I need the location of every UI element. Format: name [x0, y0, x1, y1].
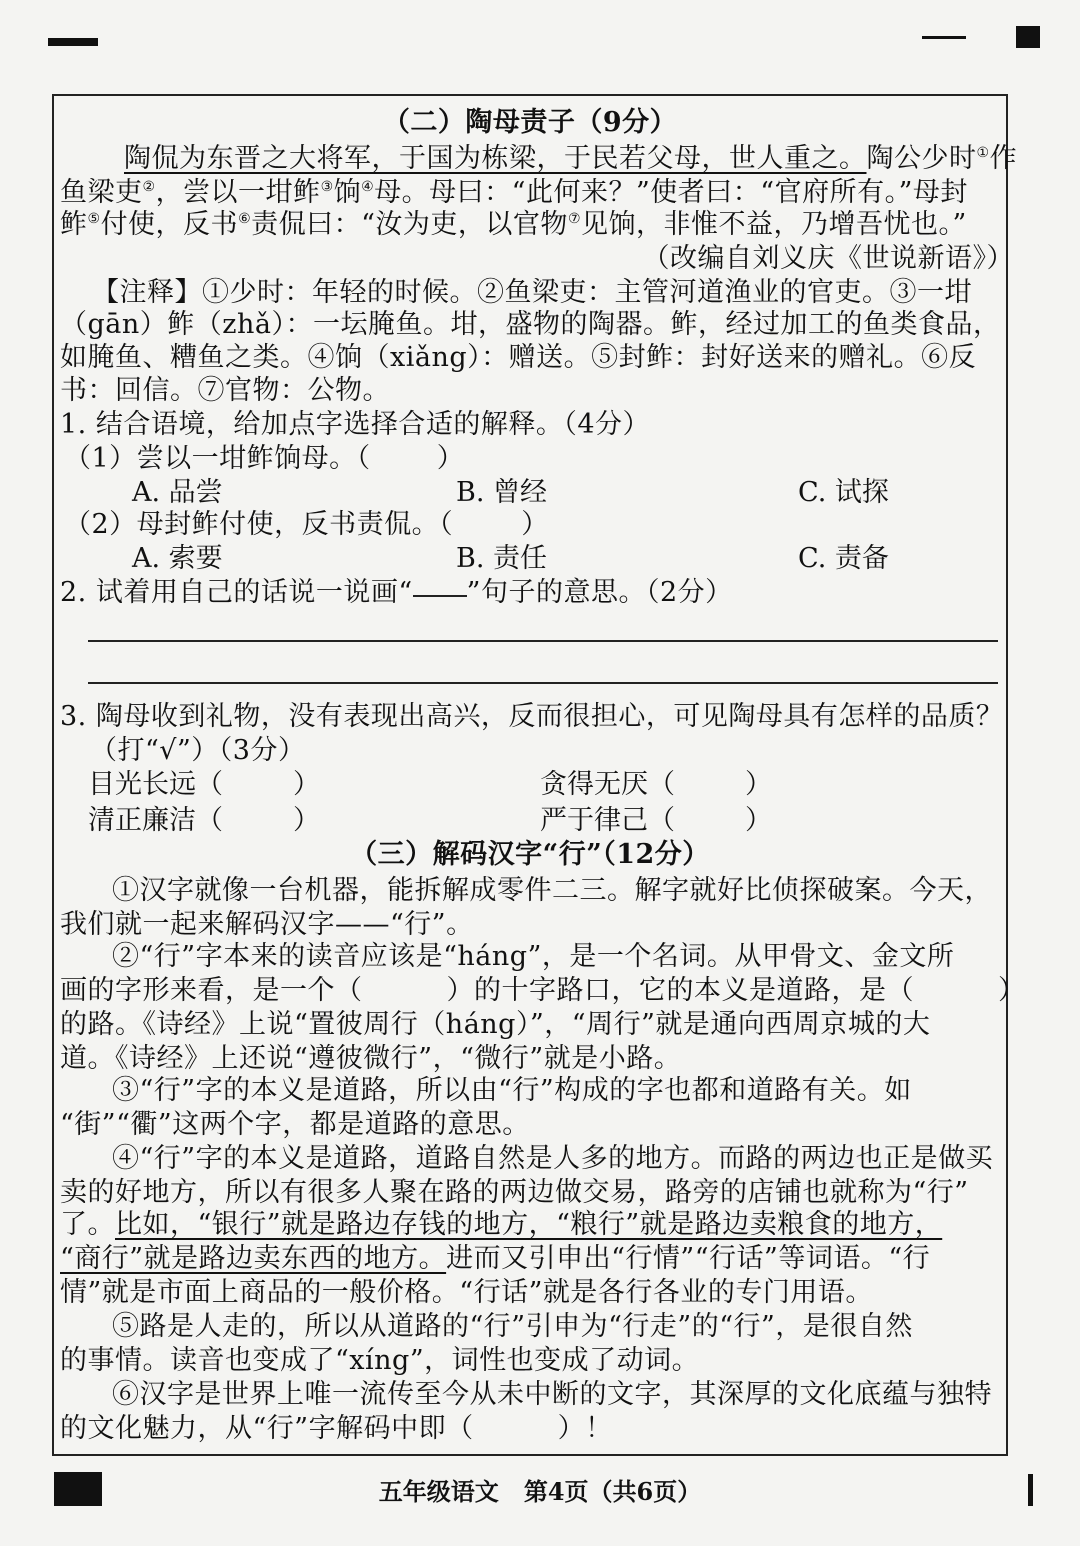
question-1-item-2: （2）母封鲊付使，反书责侃。（ ） — [64, 509, 549, 540]
p2-line-3: 的路。《诗经》上说“置彼周行（háng）”，“周行”就是通向西周京城的大 — [60, 1009, 931, 1040]
p3-line-2: “街”“衢”这两个字，都是道路的意思。 — [60, 1109, 530, 1140]
p2-line-2: 画的字形来看，是一个（ ）的十字路口，它的本义是道路，是（ ） — [60, 975, 1026, 1006]
notes-line-3: 如腌鱼、糟鱼之类。④饷（xiǎng）：赠送。⑤封鲊：封好送来的赠礼。⑥反 — [60, 342, 977, 373]
question-3-stem: 3. 陶母收到礼物，没有表现出高兴，反而很担心，可见陶母具有怎样的品质？ — [60, 701, 1004, 732]
answer-line-2[interactable] — [88, 682, 998, 684]
p2-line-1: ②“行”字本来的读音应该是“háng”，是一个名词。从甲骨文、金文所 — [112, 941, 955, 972]
p6-line-1: ⑥汉字是世界上唯一流传至今从未中断的文字，其深厚的文化底蕴与独特 — [112, 1379, 992, 1410]
q1-2-option-b[interactable]: B. 责任 — [456, 543, 548, 574]
notes-line-4: 书：回信。⑦官物：公物。 — [60, 375, 390, 406]
section-3-title: （三）解码汉字“行”（12分） — [350, 839, 710, 870]
question-2-stem: 2. 试着用自己的话说一说画“ ”句子的意思。（2分） — [60, 577, 733, 608]
q1-2-option-c[interactable]: C. 责备 — [798, 543, 889, 574]
q3-choice-1[interactable]: 目光长远（ ） — [88, 769, 320, 800]
p5-line-2: 的事情。读音也变成了“xíng”，词性也变成了动词。 — [60, 1345, 700, 1376]
section-title: （二）陶母责子（9分） — [382, 107, 678, 138]
p1-line-2: 我们就一起来解码汉字——“行”。 — [60, 909, 474, 940]
passage-line-2: 鱼梁吏②，尝以一坩鲊③饷④母。母曰：“此何来？”使者曰：“官府所有。”母封 — [60, 177, 968, 208]
p4-line-5: 情”就是市面上商品的一般价格。“行话”就是各行各业的专门用语。 — [60, 1277, 873, 1308]
question-1-item-1: （1）尝以一坩鲊饷母。（ ） — [64, 443, 465, 474]
p4-line-1: ④“行”字的本义是道路，道路自然是人多的地方。而路的两边也正是做买 — [112, 1143, 994, 1174]
q1-1-option-a[interactable]: A. 品尝 — [132, 477, 223, 508]
answer-line-1[interactable] — [88, 640, 998, 642]
passage-line-1: 陶侃为东晋之大将军，于国为栋梁，于民若父母，世人重之。陶公少时①作 — [124, 143, 1018, 174]
q1-2-option-a[interactable]: A. 索要 — [132, 543, 223, 574]
notes-line-1: 【注释】①少时：年轻的时候。②鱼梁吏：主管河道渔业的官吏。③一坩 — [92, 277, 972, 308]
q3-choice-4[interactable]: 严于律己（ ） — [540, 805, 772, 836]
p4-line-3: 了。比如，“银行”就是路边存钱的地方，“粮行”就是路边卖粮食的地方， — [60, 1209, 943, 1240]
q1-1-option-c[interactable]: C. 试探 — [798, 477, 889, 508]
q3-choice-2[interactable]: 贪得无厌（ ） — [540, 769, 772, 800]
scan-mark-top-left — [48, 38, 98, 46]
p4-line-4: “商行”就是路边卖东西的地方。进而又引申出“行情”“行话”等词语。“行 — [60, 1243, 931, 1274]
scan-mark-top-right-line — [922, 36, 966, 39]
question-1-stem: 1. 结合语境，给加点字选择合适的解释。（4分） — [60, 409, 651, 440]
passage-line-3: 鲊⑤付使，反书⑥责侃曰：“汝为吏，以官物⑦见饷，非惟不益，乃增吾忧也。” — [60, 209, 967, 240]
scan-mark-top-right — [1016, 26, 1040, 48]
p2-line-4: 道。《诗经》上还说“遵彼微行”，“微行”就是小路。 — [60, 1043, 682, 1074]
question-3-stem-2: （打“√”）（3分） — [90, 735, 306, 766]
q1-1-option-b[interactable]: B. 曾经 — [456, 477, 548, 508]
q3-choice-3[interactable]: 清正廉洁（ ） — [88, 805, 320, 836]
p5-line-1: ⑤路是人走的，所以从道路的“行”引申为“行走”的“行”，是很自然 — [112, 1311, 913, 1342]
p6-line-2: 的文化魅力，从“行”字解码中即（ ）！ — [60, 1413, 613, 1444]
underline-sample — [413, 595, 467, 597]
p3-line-1: ③“行”字的本义是道路，所以由“行”构成的字也都和道路有关。如 — [112, 1075, 912, 1106]
notes-line-2: （gān）鲊（zhǎ）：一坛腌鱼。坩，盛物的陶器。鲊，经过加工的鱼类食品， — [60, 309, 1001, 340]
p1-line-1: ①汉字就像一台机器，能拆解成零件二三。解字就好比侦探破案。今天， — [112, 875, 992, 906]
passage-source: （改编自刘义庆《世说新语》） — [642, 243, 1014, 274]
page-footer: 五年级语文 第4页（共6页） — [378, 1477, 702, 1506]
p4-line-2: 卖的好地方，所以有很多人聚在路的两边做交易，路旁的店铺也就称为“行” — [60, 1177, 969, 1208]
